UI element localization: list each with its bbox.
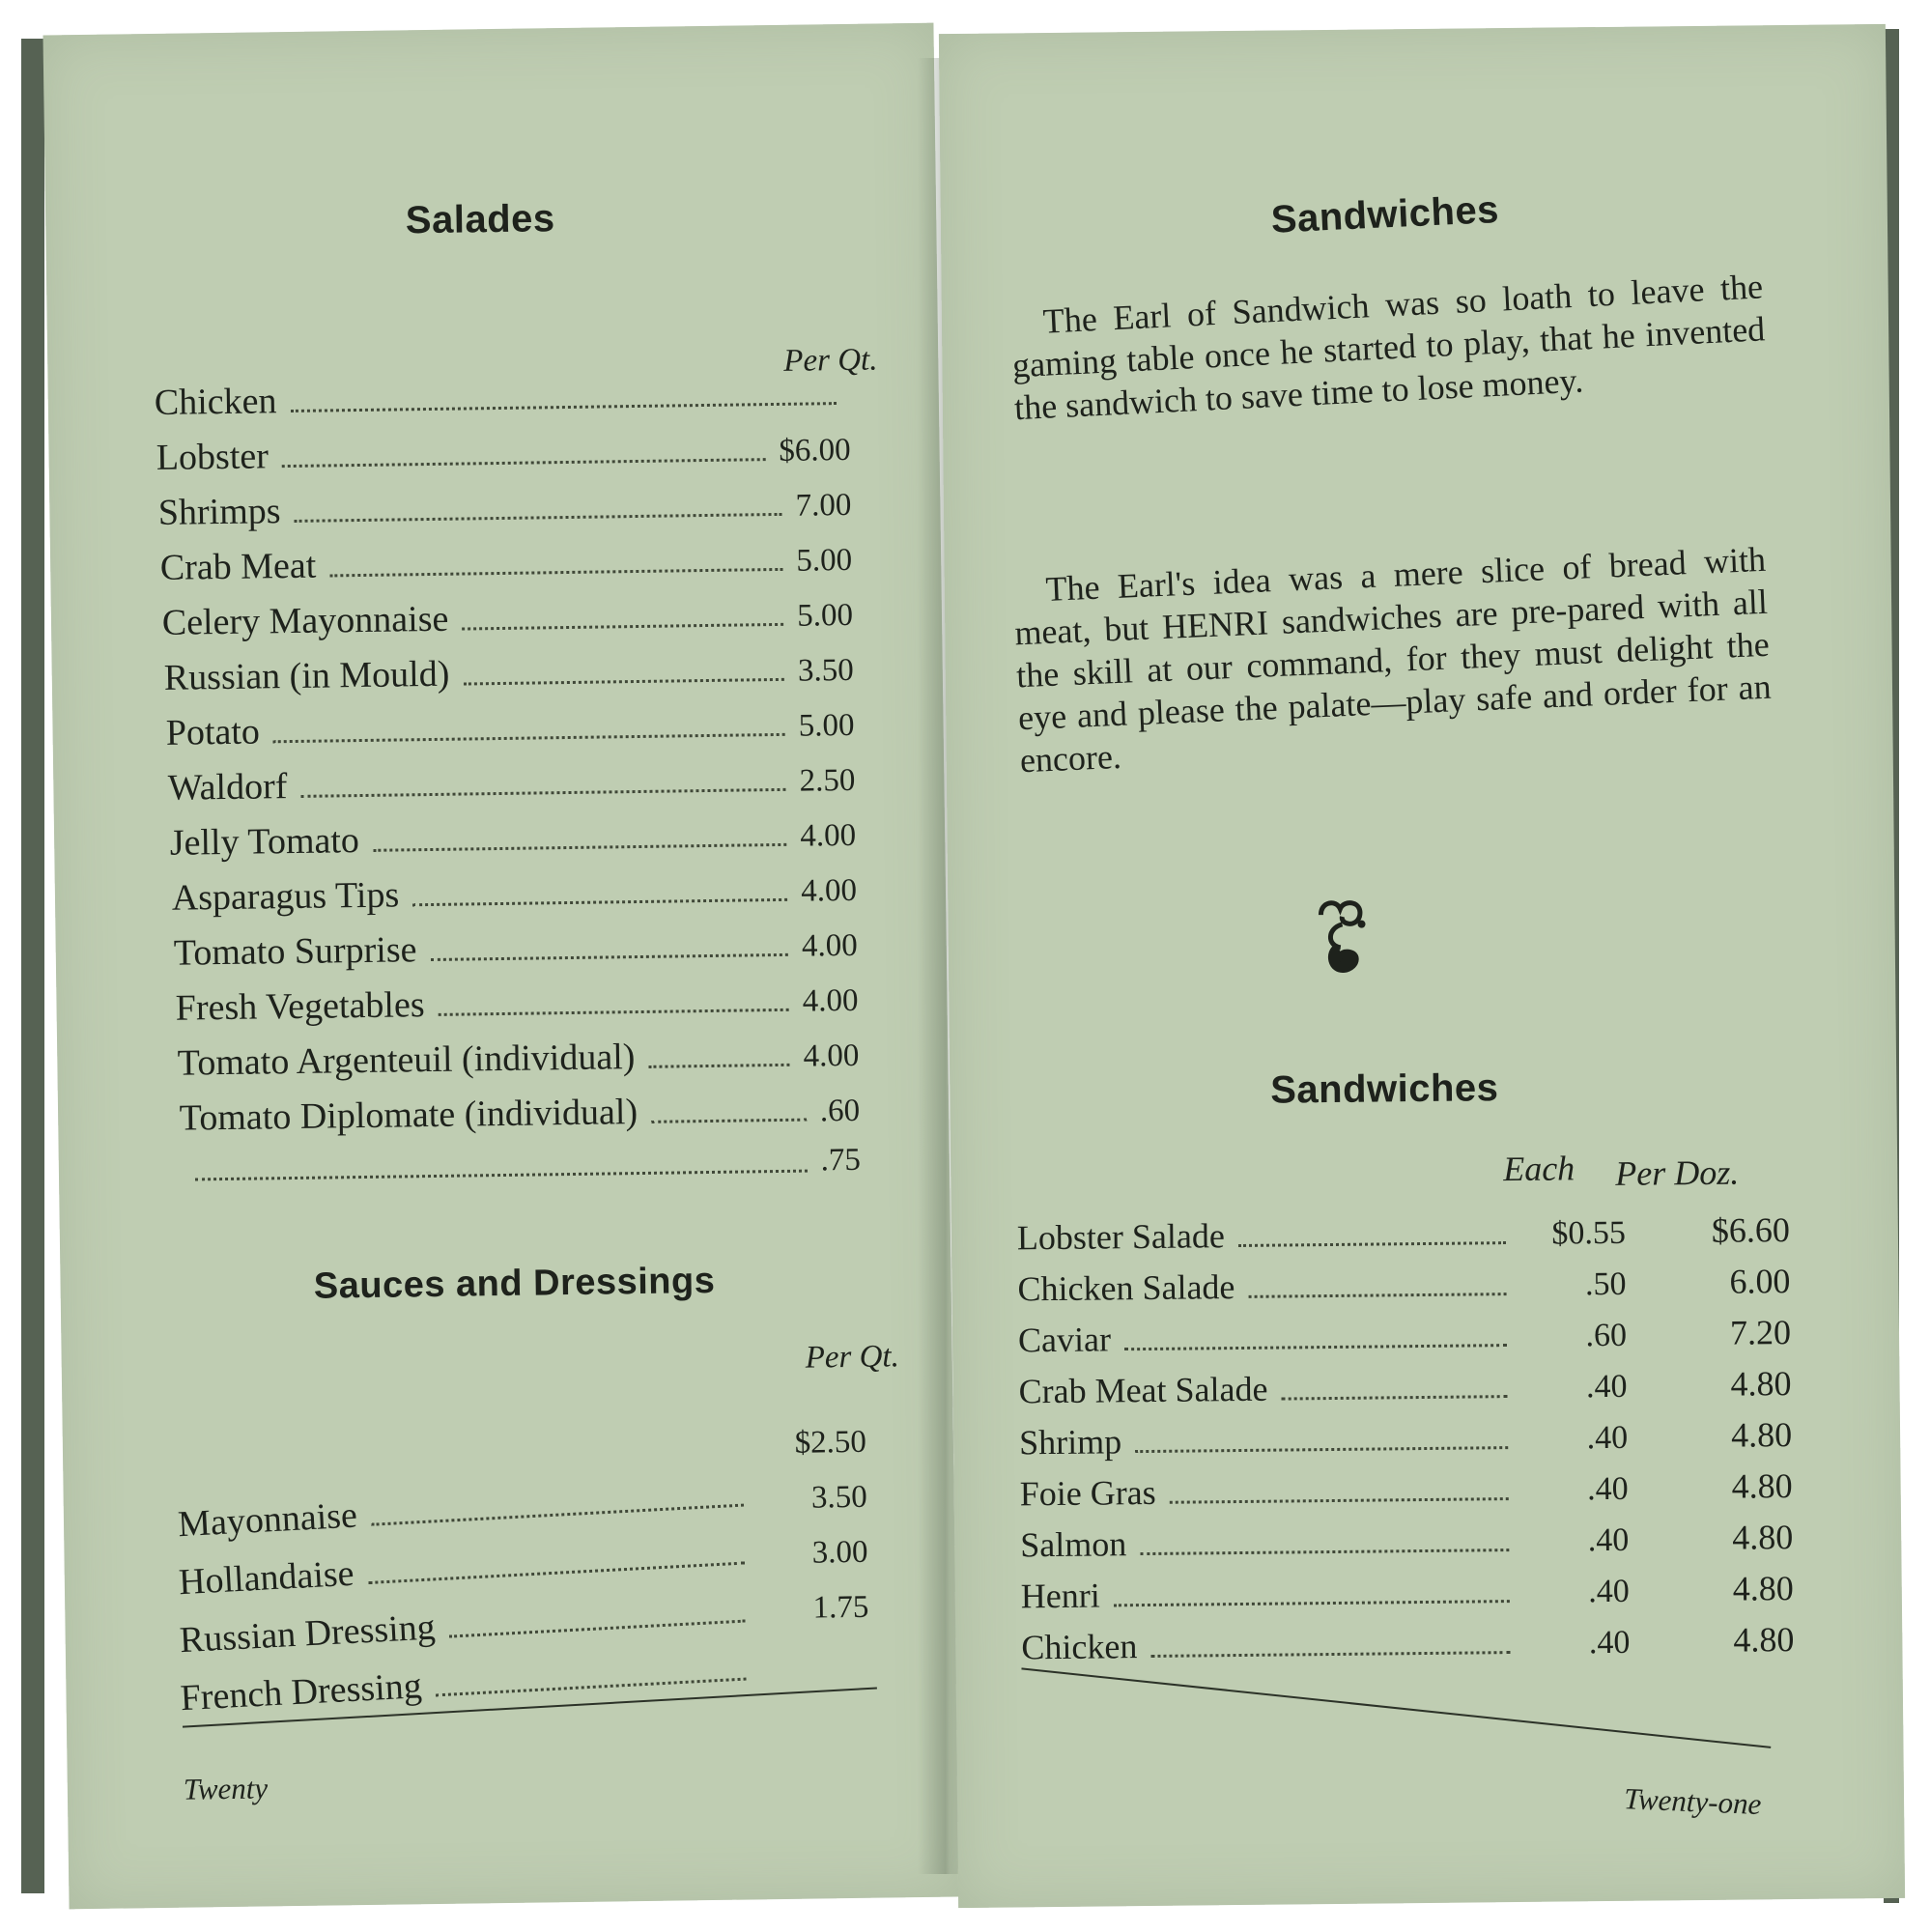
salade-row bbox=[173, 923, 858, 975]
sauce-price: 3.50 bbox=[810, 1479, 867, 1516]
sandwiches-menu-heading: Sandwiches bbox=[1269, 1066, 1499, 1112]
salade-row bbox=[177, 1033, 859, 1085]
sauce-price: 3.00 bbox=[811, 1534, 868, 1571]
floral-ornament-icon bbox=[1307, 895, 1377, 979]
leader-dots bbox=[373, 842, 787, 851]
sandwich-row bbox=[1019, 1414, 1792, 1463]
salade-price: 4.00 bbox=[801, 927, 858, 964]
salade-name: Celery Mayonnaise bbox=[161, 598, 449, 643]
leader-dots bbox=[273, 732, 785, 742]
sandwich-row bbox=[1017, 1209, 1790, 1258]
leader-dots bbox=[195, 1170, 808, 1181]
salade-price: $6.00 bbox=[779, 432, 851, 469]
salade-row bbox=[181, 1143, 861, 1188]
sandwich-price-each: .40 bbox=[1586, 1419, 1629, 1457]
leader-dots bbox=[282, 458, 765, 468]
sandwich-price-each: .40 bbox=[1588, 1573, 1630, 1610]
leader-dots bbox=[412, 897, 787, 905]
salade-price: .75 bbox=[820, 1142, 862, 1179]
leader-dots bbox=[463, 677, 784, 685]
leader-dots bbox=[1238, 1241, 1506, 1247]
sandwich-name: Caviar bbox=[1017, 1320, 1112, 1360]
sauce-name: Mayonnaise bbox=[177, 1494, 358, 1546]
salades-heading: Salades bbox=[405, 197, 555, 242]
sandwich-name: Chicken bbox=[1021, 1627, 1138, 1667]
sandwich-price-dozen: $6.60 bbox=[1711, 1210, 1791, 1250]
salade-name: Asparagus Tips bbox=[171, 874, 400, 919]
sandwich-price-dozen: 4.80 bbox=[1733, 1620, 1795, 1660]
sandwich-name: Crab Meat Salade bbox=[1018, 1369, 1268, 1411]
sandwich-price-each: .60 bbox=[1585, 1317, 1628, 1354]
salade-name: Potato bbox=[165, 711, 261, 753]
column-per-doz-label: Per Doz. bbox=[1615, 1152, 1740, 1193]
leader-dots bbox=[436, 1677, 747, 1696]
leader-dots bbox=[462, 622, 783, 630]
sauce-name: French Dressing bbox=[179, 1665, 423, 1719]
salade-row bbox=[155, 372, 851, 424]
salade-row bbox=[161, 592, 853, 644]
sandwich-row bbox=[1021, 1568, 1794, 1616]
sandwich-row bbox=[1020, 1517, 1793, 1565]
sauces-unit-label: Per Qt. bbox=[805, 1339, 900, 1376]
column-each-label: Each bbox=[1502, 1149, 1575, 1189]
sandwich-name: Foie Gras bbox=[1019, 1472, 1156, 1514]
salade-price: 2.50 bbox=[799, 762, 856, 799]
leader-dots bbox=[449, 1619, 746, 1637]
sandwich-price-dozen: 4.80 bbox=[1730, 1415, 1793, 1455]
right-page-folio: Twenty-one bbox=[1623, 1781, 1763, 1822]
salade-name: Russian (in Mould) bbox=[163, 653, 450, 698]
sandwich-price-each: $0.55 bbox=[1551, 1214, 1627, 1252]
sandwich-price-each: .40 bbox=[1586, 1470, 1629, 1508]
sauce-name: Russian Dressing bbox=[178, 1606, 437, 1662]
salade-name: Chicken bbox=[154, 381, 277, 423]
sandwich-price-each: .40 bbox=[1585, 1368, 1628, 1406]
leader-dots bbox=[1170, 1497, 1509, 1504]
salade-price: .60 bbox=[819, 1093, 861, 1129]
leader-dots bbox=[651, 1118, 807, 1122]
salade-row bbox=[163, 647, 854, 699]
salade-price: 7.00 bbox=[795, 487, 852, 524]
salade-name: Tomato Surprise bbox=[173, 929, 417, 974]
leader-dots bbox=[431, 952, 789, 960]
sandwich-price-dozen: 4.80 bbox=[1732, 1569, 1794, 1608]
sauce-price: $2.50 bbox=[794, 1424, 867, 1461]
sauce-row bbox=[180, 1647, 760, 1719]
sandwich-price-each: .40 bbox=[1587, 1521, 1630, 1559]
salade-price: 4.00 bbox=[803, 1037, 860, 1074]
salade-row bbox=[159, 537, 852, 589]
leader-dots bbox=[329, 567, 782, 577]
leader-dots bbox=[1114, 1600, 1510, 1606]
salade-name: Waldorf bbox=[167, 766, 288, 809]
salade-row bbox=[157, 482, 851, 534]
sandwich-price-dozen: 4.80 bbox=[1732, 1518, 1794, 1557]
left-page bbox=[43, 23, 960, 1910]
salade-price: 5.00 bbox=[796, 597, 854, 634]
sauce-price: 1.75 bbox=[812, 1589, 869, 1626]
sandwich-row bbox=[1021, 1619, 1794, 1667]
salade-price: 4.00 bbox=[802, 982, 859, 1019]
salade-name: Lobster bbox=[156, 436, 270, 478]
salade-row bbox=[169, 812, 856, 865]
sandwich-price-dozen: 7.20 bbox=[1729, 1313, 1792, 1352]
salades-unit-label: Per Qt. bbox=[783, 342, 878, 379]
leader-dots bbox=[1135, 1446, 1508, 1453]
intro-paragraph-2: The Earl's idea was a mere slice of bread with meat, but HENRI sandwiches are pre-pared with all the skill at our command, for they must delight the eye and please the palate—play safe and order for an encore. bbox=[1013, 539, 1773, 781]
sandwich-row bbox=[1018, 1312, 1791, 1360]
sauce-name: Hollandaise bbox=[178, 1552, 355, 1604]
salade-row bbox=[167, 757, 855, 810]
salade-row bbox=[179, 1088, 860, 1140]
book-edge-left bbox=[21, 39, 44, 1893]
right-page-footer-rule bbox=[1021, 1667, 1771, 1748]
sandwich-price-dozen: 4.80 bbox=[1731, 1466, 1793, 1506]
sandwich-price-each: .50 bbox=[1584, 1265, 1627, 1303]
leader-dots bbox=[439, 1008, 789, 1015]
salade-name: Fresh Vegetables bbox=[175, 984, 425, 1029]
leader-dots bbox=[295, 512, 782, 522]
sandwich-row bbox=[1019, 1465, 1792, 1514]
salade-price: 5.00 bbox=[798, 707, 855, 744]
leader-dots bbox=[1124, 1344, 1507, 1350]
salade-price: 4.00 bbox=[800, 872, 858, 909]
leader-dots bbox=[1282, 1395, 1508, 1400]
sandwich-name: Shrimp bbox=[1018, 1422, 1122, 1463]
salade-name: Tomato Diplomate (individual) bbox=[179, 1092, 639, 1139]
sandwich-price-dozen: 4.80 bbox=[1730, 1364, 1792, 1404]
leader-dots bbox=[649, 1063, 790, 1067]
leader-dots bbox=[1150, 1651, 1510, 1658]
sandwich-name: Salmon bbox=[1020, 1524, 1127, 1565]
sandwich-price-dozen: 6.00 bbox=[1729, 1262, 1791, 1301]
intro-paragraph-1: The Earl of Sandwich was so loath to leave the gaming table once he started to play, that he invented the sandwich to save time to lose money. bbox=[1011, 267, 1767, 428]
salade-row bbox=[171, 867, 857, 920]
salade-name: Crab Meat bbox=[159, 545, 317, 588]
leader-dots bbox=[300, 787, 785, 797]
salade-price: 4.00 bbox=[800, 817, 857, 854]
salade-name: Jelly Tomato bbox=[169, 820, 360, 864]
left-page-folio: Twenty bbox=[183, 1771, 269, 1806]
leader-dots bbox=[1140, 1548, 1509, 1555]
sandwich-row bbox=[1018, 1363, 1791, 1411]
sauces-heading: Sauces and Dressings bbox=[313, 1260, 716, 1307]
sandwiches-intro-heading: Sandwiches bbox=[1269, 188, 1500, 242]
sandwich-name: Lobster Salade bbox=[1016, 1216, 1226, 1258]
sandwich-name: Chicken Salade bbox=[1017, 1267, 1235, 1309]
salade-row bbox=[175, 978, 858, 1030]
salade-name: Shrimps bbox=[157, 491, 281, 533]
sandwich-name: Henri bbox=[1020, 1576, 1100, 1616]
leader-dots bbox=[368, 1561, 745, 1583]
salade-price: 3.50 bbox=[797, 652, 855, 689]
leader-dots bbox=[291, 402, 837, 412]
leader-dots bbox=[1248, 1293, 1506, 1298]
salade-price: 5.00 bbox=[796, 542, 853, 579]
salade-row bbox=[156, 427, 851, 479]
salade-name: Tomato Argenteuil (individual) bbox=[177, 1037, 636, 1084]
right-page bbox=[939, 24, 1905, 1908]
salade-row bbox=[165, 702, 854, 754]
sandwich-price-each: .40 bbox=[1588, 1624, 1631, 1662]
sandwich-row bbox=[1017, 1261, 1790, 1309]
leader-dots bbox=[371, 1503, 744, 1525]
